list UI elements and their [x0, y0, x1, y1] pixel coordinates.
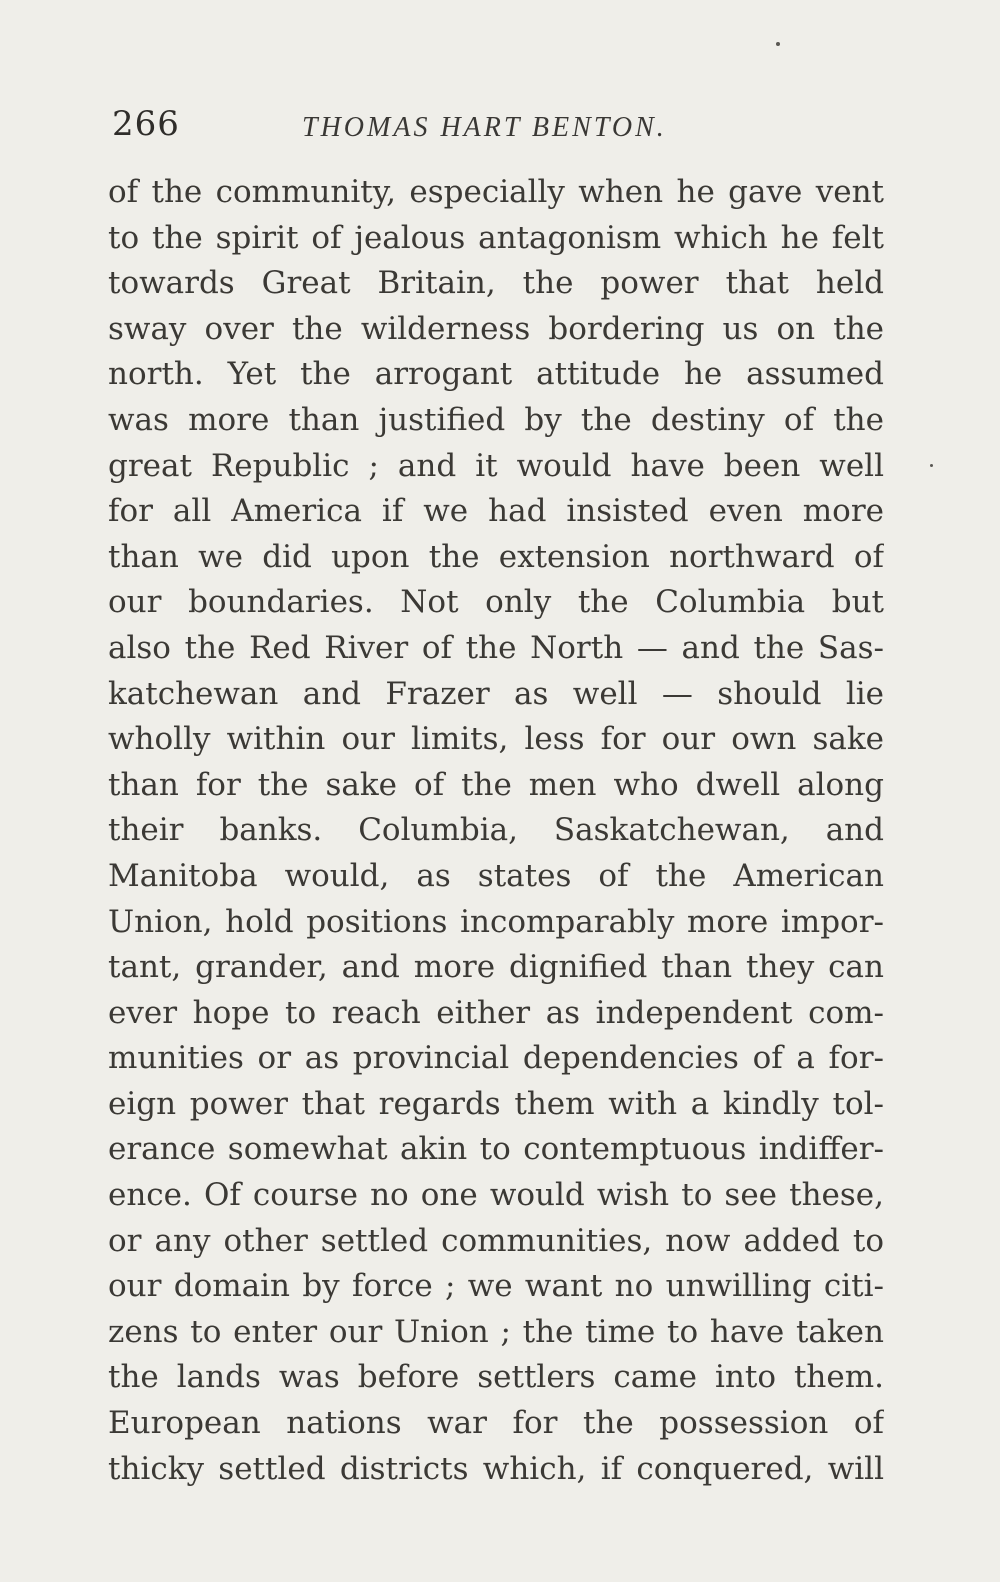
text-line: the lands was before settlers came into them. — [108, 1359, 884, 1396]
text-line: our boundaries. Not only the Columbia but — [108, 584, 884, 621]
text-line: tant, grander, and more dignified than they can — [108, 949, 884, 986]
text-line: thicky settled districts which, if conquered, will — [108, 1450, 884, 1487]
text-line: sway over the wilderness bordering us on the — [108, 310, 884, 347]
text-line: their banks. Columbia, Saskatchewan, and — [108, 812, 884, 849]
text-line: for all America if we had insisted even more — [108, 493, 884, 530]
text-line: Manitoba would, as states of the American — [108, 857, 884, 894]
text-line: ence. Of course no one would wish to see these, — [108, 1177, 884, 1214]
paper-speck — [776, 42, 780, 46]
text-line: munities or as provincial dependencies of a for- — [108, 1040, 884, 1077]
text-line: of the community, especially when he gave vent — [108, 174, 884, 210]
body-text — [108, 170, 884, 1492]
running-head: THOMAS HART BENTON. — [302, 112, 667, 143]
text-line: ever hope to reach either as independent com- — [108, 994, 884, 1031]
text-line: towards Great Britain, the power that held — [108, 265, 884, 302]
text-line: our domain by force ; we want no unwilling citi- — [108, 1268, 884, 1305]
text-line: Union, hold positions incomparably more impor- — [108, 903, 884, 940]
text-line: erance somewhat akin to contemptuous indiffer- — [108, 1131, 884, 1168]
text-line: European nations war for the possession of — [108, 1405, 884, 1442]
text-line: also the Red River of the North — and the Sas- — [108, 629, 884, 666]
text-line: great Republic ; and it would have been well — [108, 447, 884, 484]
text-line: than for the sake of the men who dwell along — [108, 766, 884, 803]
text-line: to the spirit of jealous antagonism which he felt — [108, 219, 884, 256]
text-line: katchewan and Frazer as well — should lie — [108, 675, 884, 712]
text-line: was more than justified by the destiny of the — [108, 401, 884, 438]
page-number: 266 — [112, 104, 180, 144]
text-line: north. Yet the arrogant attitude he assumed — [108, 356, 884, 393]
text-line: eign power that regards them with a kindly tol- — [108, 1085, 884, 1122]
text-line: or any other settled communities, now added to — [108, 1222, 884, 1259]
paper-speck — [930, 464, 933, 467]
text-line: zens to enter our Union ; the time to have taken — [108, 1313, 884, 1350]
text-line: than we did upon the extension northward of — [108, 538, 884, 575]
text-line: wholly within our limits, less for our own sake — [108, 721, 884, 758]
page-header — [112, 100, 882, 160]
